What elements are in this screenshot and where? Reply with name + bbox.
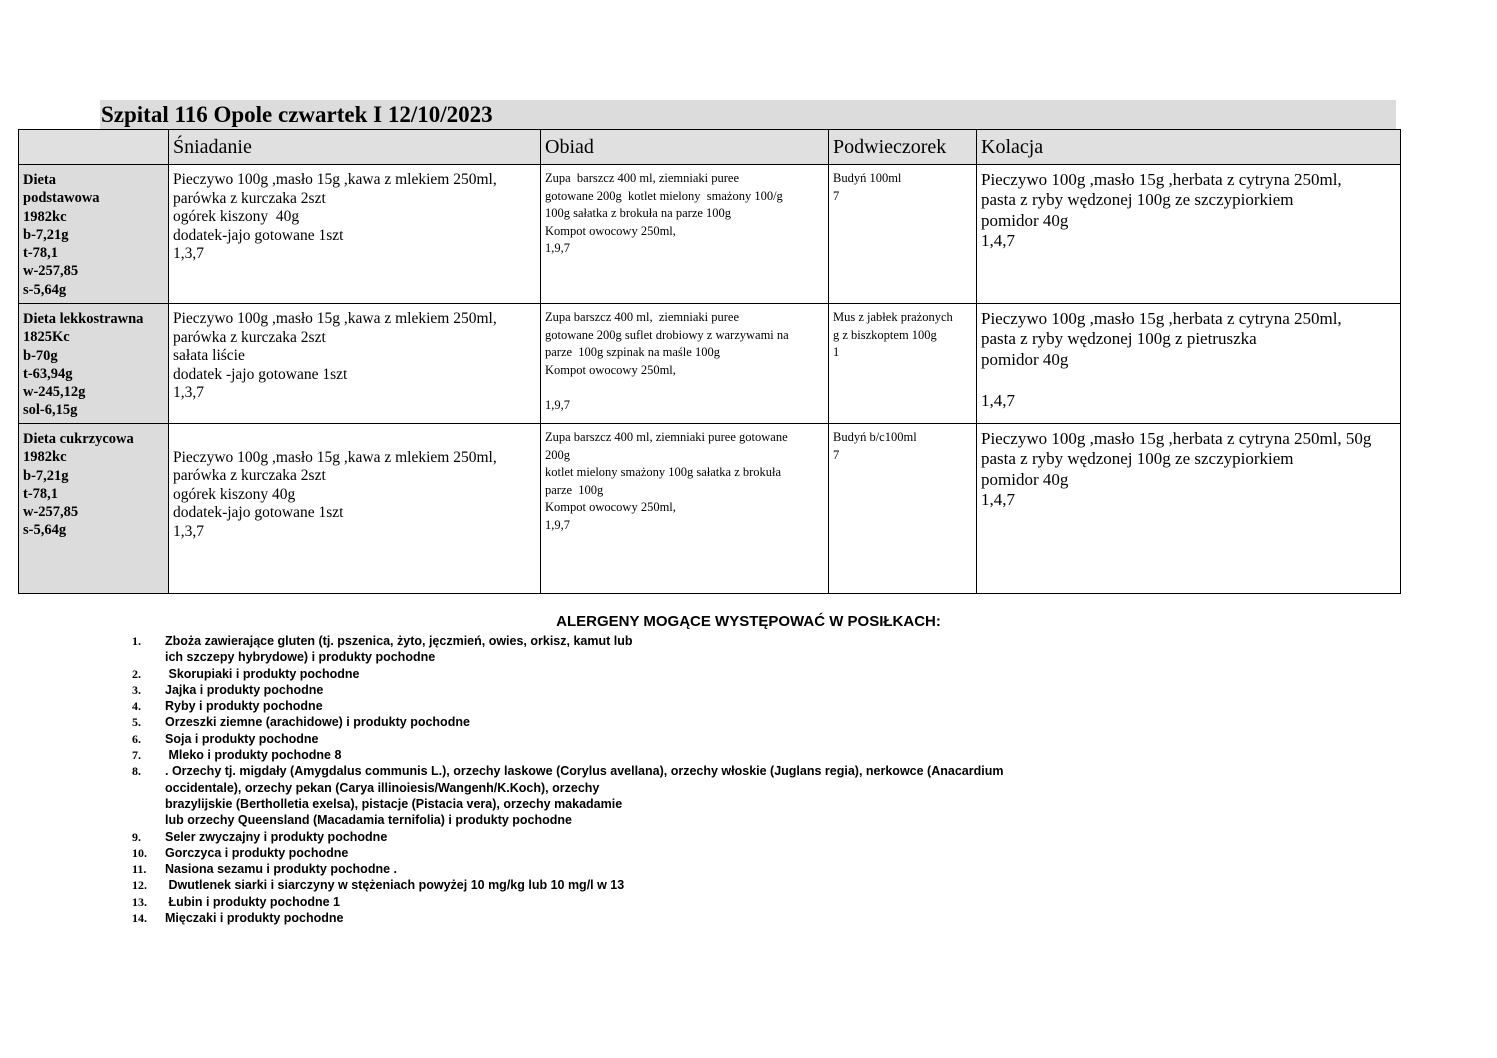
kolacja-cell (977, 304, 1401, 424)
allergen-line: Mleko i produkty pochodne 8 (165, 748, 342, 763)
obiad-cell (541, 424, 829, 594)
cell-line (173, 430, 536, 449)
header-cell-kolacja: Kolacja (977, 130, 1401, 165)
podwieczorek-cell (829, 424, 977, 594)
header-cell-obiad: Obiad (541, 130, 829, 165)
cell-line: 1,3,7 (173, 522, 204, 540)
cell-line: sol-6,15g (23, 402, 78, 419)
allergen-text (165, 861, 1132, 877)
list-item (132, 698, 1132, 714)
allergen-text (165, 714, 1132, 730)
cell-line: 7 (833, 188, 840, 203)
cell-line: Zupa barszcz 400 ml, ziemniaki puree (545, 171, 740, 185)
allergen-text (165, 829, 1132, 845)
allergen-text (165, 666, 1132, 682)
cell-line: pomidor 40g (981, 469, 1069, 489)
cell-line: dodatek -jajo gotowane 1szt (173, 365, 348, 383)
obiad-cell (541, 165, 829, 304)
allergen-line: Gorczyca i produkty pochodne (165, 845, 349, 860)
diet-cell (19, 165, 169, 304)
list-item (132, 763, 1132, 828)
cell-line: dodatek-jajo gotowane 1szt (173, 226, 344, 244)
allergen-text (165, 894, 1132, 910)
cell-line: w-245,12g (23, 384, 86, 401)
sniadanie-cell (169, 304, 541, 424)
list-item (132, 861, 1132, 877)
allergen-number: 7. (132, 748, 141, 763)
list-item (132, 910, 1132, 926)
cell-line: 1,9,7 (545, 397, 570, 412)
cell-line: 200g (545, 447, 570, 462)
cell-line: Pieczywo 100g ,masło 15g ,herbata z cytryna 250ml, (981, 170, 1342, 189)
allergen-text (165, 747, 1132, 763)
allergen-text (165, 910, 1132, 926)
allergen-line: Skorupiaki i produkty pochodne (165, 666, 360, 681)
cell-line: ogórek kiszony 40g (173, 208, 300, 226)
cell-line: 1,4,7 (981, 490, 1015, 510)
allergen-number: 3. (132, 682, 141, 697)
cell-line: Mus z jabłek prażonych (833, 310, 953, 324)
cell-line: sałata liście (173, 347, 245, 365)
cell-line: Zupa barszcz 400 ml, ziemniaki puree gotowane (545, 430, 788, 444)
cell-line: Pieczywo 100g ,masło 15g ,kawa z mlekiem 250ml, (173, 448, 497, 466)
allergen-line: Mięczaki i produkty pochodne (165, 911, 344, 926)
cell-line: podstawowa (23, 190, 100, 207)
allergens-heading: ALERGENY MOGĄCE WYSTĘPOWAĆ W POSIŁKACH: (556, 613, 941, 630)
obiad-cell (541, 304, 829, 424)
sniadanie-cell (169, 424, 541, 594)
allergen-number: 11. (132, 862, 147, 877)
menu-table (18, 129, 1401, 594)
allergen-line: Nasiona sezamu i produkty pochodne . (165, 862, 397, 877)
cell-line: parówka z kurczaka 2szt (173, 328, 326, 346)
cell-line: t-78,1 (23, 485, 59, 502)
page-title: Szpital 116 Opole czwartek I 12/10/2023 (101, 102, 493, 127)
list-item (132, 747, 1132, 763)
allergen-number: 14. (132, 911, 147, 926)
cell-line: b-7,21g (23, 226, 69, 243)
cell-line: 100g sałatka z brokuła na parze 100g (545, 206, 732, 221)
table-row (19, 304, 1401, 424)
allergen-line: occidentale), orzechy pekan (Carya illinoiesis/Wangenh/K.Koch), orzechy (165, 780, 600, 795)
allergen-list (132, 633, 1132, 926)
cell-line: b-7,21g (23, 467, 69, 484)
kolacja-cell (977, 165, 1401, 304)
allergen-line: Dwutlenek siarki i siarczyny w stężeniach powyżej 10 mg/kg lub 10 mg/l w 13 (165, 878, 625, 893)
list-item (132, 894, 1132, 910)
cell-line: Budyń 100ml (833, 171, 902, 185)
cell-line: 1,4,7 (981, 390, 1015, 410)
cell-line: Pieczywo 100g ,masło 15g ,kawa z mlekiem 250ml, (173, 171, 497, 188)
cell-line: w-257,85 (23, 263, 79, 280)
header-cell-sniadanie: Śniadanie (169, 130, 541, 165)
allergen-line: Łubin i produkty pochodne 1 (165, 894, 341, 909)
allergen-number: 8. (132, 764, 141, 779)
header-row (19, 130, 1401, 165)
allergen-line: Orzeszki ziemne (arachidowe) i produkty pochodne (165, 715, 470, 730)
list-item (132, 829, 1132, 845)
header-cell-podwieczorek: Podwieczorek (829, 130, 977, 165)
list-item (132, 731, 1132, 747)
cell-line: 1,3,7 (173, 384, 204, 402)
cell-line: Pieczywo 100g ,masło 15g ,kawa z mlekiem 250ml, (173, 310, 497, 327)
list-item (132, 633, 1132, 666)
kolacja-cell (977, 424, 1401, 594)
allergen-text (165, 845, 1132, 861)
list-item (132, 714, 1132, 730)
allergen-text (165, 682, 1132, 698)
cell-line: parówka z kurczaka 2szt (173, 189, 326, 207)
allergen-line: . Orzechy tj. migdały (Amygdalus communis L.), orzechy laskowe (Corylus avellana), orzechy włoskie (Juglans regia), nerkowce (Anacardium (165, 764, 1004, 779)
cell-line: 7 (833, 447, 840, 462)
cell-line: pomidor 40g (981, 349, 1069, 369)
cell-line: t-63,94g (23, 365, 73, 382)
list-item (132, 666, 1132, 682)
cell-line: parze 100g szpinak na maśle 100g (545, 345, 720, 360)
cell-line: pasta z ryby wędzonej 100g ze szczypiorkiem (981, 190, 1294, 210)
title-bar (100, 100, 1396, 129)
cell-line: kotlet mielony smażony 100g sałatka z brokuła (545, 465, 782, 480)
cell-line: 1825Kc (23, 329, 70, 346)
allergen-text (165, 698, 1132, 714)
allergen-number: 2. (132, 666, 141, 681)
cell-line: w-257,85 (23, 504, 79, 521)
cell-line: 1,9,7 (545, 241, 570, 256)
allergen-text (165, 877, 1132, 893)
cell-line: b-70g (23, 347, 58, 364)
allergen-line: ich szczepy hybrydowe) i produkty pochodne (165, 650, 436, 665)
allergen-number: 10. (132, 845, 147, 860)
allergen-line: Zboża zawierające gluten (tj. pszenica, żyto, jęczmień, owies, orkisz, kamut lub (165, 634, 633, 648)
cell-line: g z biszkoptem 100g (833, 327, 937, 342)
cell-line: t-78,1 (23, 245, 59, 262)
table-row (19, 165, 1401, 304)
list-item (132, 682, 1132, 698)
cell-line: Budyń b/c100ml (833, 430, 917, 444)
cell-line: 1982kc (23, 449, 67, 466)
allergen-line: Jajka i produkty pochodne (165, 682, 324, 697)
allergen-number: 13. (132, 894, 147, 909)
cell-line: s-5,64g (23, 522, 67, 539)
list-item (132, 845, 1132, 861)
allergen-line: Seler zwyczajny i produkty pochodne (165, 829, 388, 844)
cell-line: pasta z ryby wędzonej 100g ze szczypiorkiem (981, 449, 1294, 469)
cell-line: Dieta lekkostrawna (23, 311, 144, 327)
podwieczorek-cell (829, 165, 977, 304)
allergen-number: 6. (132, 731, 141, 746)
cell-line: 1,9,7 (545, 517, 570, 532)
cell-line: pasta z ryby wędzonej 100g z pietruszka (981, 329, 1257, 349)
cell-line: Dieta cukrzycowa (23, 431, 134, 447)
cell-line: Kompot owocowy 250ml, (545, 500, 676, 515)
cell-line: Kompot owocowy 250ml, (545, 223, 676, 238)
cell-line (545, 379, 824, 397)
cell-line: Kompot owocowy 250ml, (545, 362, 676, 377)
diet-cell (19, 304, 169, 424)
allergen-line: lub orzechy Queensland (Macadamia ternifolia) i produkty pochodne (165, 813, 573, 828)
cell-line: 1 (833, 345, 840, 360)
allergen-text (165, 633, 1132, 666)
allergen-text (165, 731, 1132, 747)
cell-line: Zupa barszcz 400 ml, ziemniaki puree (545, 310, 740, 324)
allergen-number: 1. (132, 634, 141, 648)
cell-line: 1982kc (23, 208, 67, 225)
allergen-line: Soja i produkty pochodne (165, 731, 319, 746)
cell-line: parze 100g (545, 482, 604, 497)
header-cell-diet (19, 130, 169, 165)
cell-line (981, 370, 1396, 390)
table-row (19, 424, 1401, 594)
sniadanie-cell (169, 165, 541, 304)
allergen-number: 9. (132, 829, 141, 844)
cell-line: 1,3,7 (173, 245, 204, 263)
cell-line: parówka z kurczaka 2szt (173, 467, 326, 485)
cell-line: Pieczywo 100g ,masło 15g ,herbata z cytryna 250ml, (981, 309, 1342, 328)
podwieczorek-cell (829, 304, 977, 424)
allergen-number: 5. (132, 715, 141, 730)
list-item (132, 877, 1132, 893)
allergen-number: 12. (132, 878, 147, 893)
diet-cell (19, 424, 169, 594)
cell-line: gotowane 200g kotlet mielony smażony 100/g (545, 188, 783, 203)
cell-line: 1,4,7 (981, 231, 1015, 251)
allergen-line: Ryby i produkty pochodne (165, 699, 323, 714)
allergen-number: 4. (132, 699, 141, 714)
cell-line: Dieta (23, 172, 57, 188)
cell-line: pomidor 40g (981, 210, 1069, 230)
allergen-text (165, 763, 1132, 828)
cell-line: Pieczywo 100g ,masło 15g ,herbata z cytryna 250ml, 50g (981, 429, 1372, 448)
cell-line: ogórek kiszony 40g (173, 485, 296, 503)
cell-line: dodatek-jajo gotowane 1szt (173, 504, 344, 522)
cell-line: s-5,64g (23, 281, 67, 298)
cell-line: gotowane 200g suflet drobiowy z warzywami na (545, 327, 789, 342)
allergen-line: brazylijskie (Bertholletia exelsa), pistacje (Pistacia vera), orzechy makadamie (165, 796, 623, 811)
